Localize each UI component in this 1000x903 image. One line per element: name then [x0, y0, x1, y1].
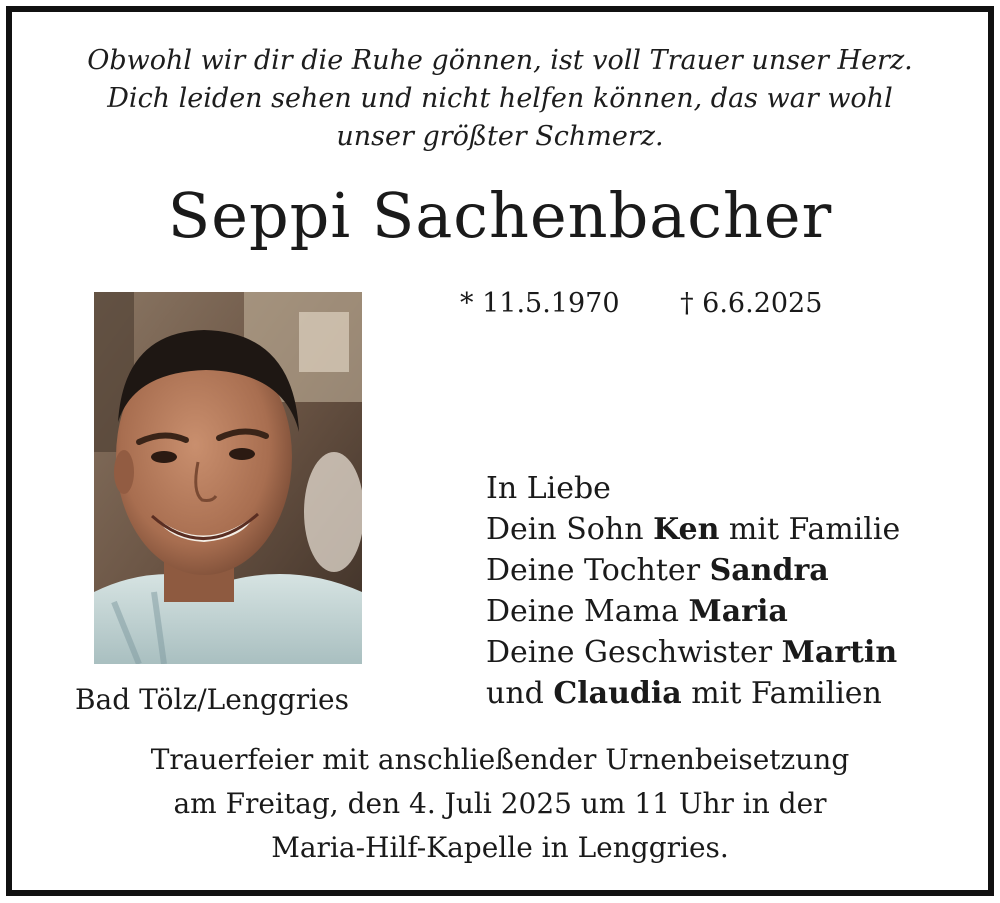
- mourner-name: Maria: [688, 594, 788, 629]
- poem-line: Obwohl wir dir die Ruhe gönnen, ist voll Trauer unser Herz.: [87, 45, 913, 76]
- service-line: Trauerfeier mit anschließender Urnenbeisetzung: [150, 743, 850, 776]
- mourners-intro: In Liebe: [486, 471, 611, 506]
- death-date: † 6.6.2025: [680, 288, 823, 319]
- obituary-frame: [6, 6, 994, 896]
- mourner-line: Deine Tochter Sandra: [486, 553, 829, 588]
- poem-line: unser größter Schmerz.: [336, 121, 664, 152]
- mourner-name: Ken: [653, 512, 720, 547]
- hometown: Bad Tölz/Lenggries: [74, 683, 349, 716]
- poem-line: Dich leiden sehen und nicht helfen können, das war wohl: [107, 83, 893, 114]
- mourner-name: Sandra: [709, 553, 829, 588]
- funeral-service-info: [12, 738, 988, 870]
- mourner-line: und Claudia mit Familien: [486, 676, 882, 711]
- deceased-name: Seppi Sachenbacher: [167, 179, 833, 252]
- mourner-name: Claudia: [553, 676, 682, 711]
- mourner-line: Deine Geschwister Martin: [486, 635, 898, 670]
- service-line: Maria-Hilf-Kapelle in Lenggries.: [271, 831, 729, 864]
- portrait-photo: [94, 292, 362, 664]
- life-dates: [460, 286, 822, 322]
- mourner-line: Deine Mama Maria: [486, 594, 788, 629]
- memorial-poem: [12, 42, 988, 156]
- mourner-line: Dein Sohn Ken mit Familie: [486, 512, 901, 547]
- mourner-name: Martin: [781, 635, 898, 670]
- service-line: am Freitag, den 4. Juli 2025 um 11 Uhr in der: [173, 787, 827, 820]
- mourners-list: [486, 468, 900, 714]
- birth-date: * 11.5.1970: [460, 288, 620, 319]
